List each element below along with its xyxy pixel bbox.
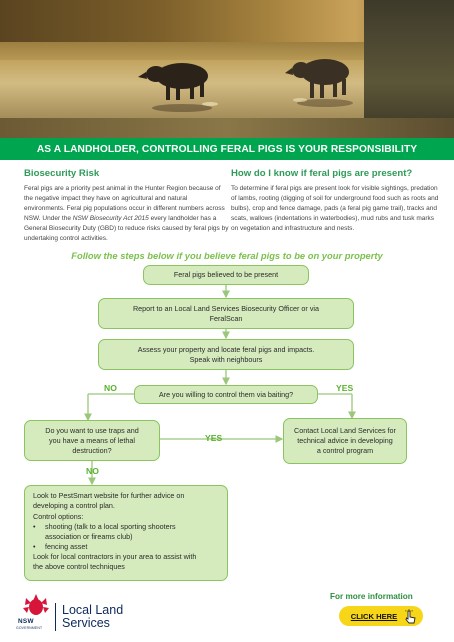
control-options-title: Control options: — [33, 512, 84, 521]
control-option-shooting-line1: shooting (talk to a local sporting shooters — [45, 522, 176, 531]
flow-question-traps — [24, 420, 160, 461]
biosecurity-text-1: Feral pigs are a priority pest animal in the Hunter Region because of the negative impact they have on agricultural and natural environments. Feral pig populations occur in different numbers across NSW. Under the — [24, 185, 225, 222]
biosecurity-act-name: NSW Biosecurity Act 2015 — [72, 215, 149, 222]
flow-step-report-line2: FeralScan — [209, 313, 243, 323]
bullet-icon: • — [33, 522, 36, 531]
hero-photo-feral-pigs — [0, 0, 454, 138]
responsibility-banner: AS A LANDHOLDER, CONTROLLING FERAL PIGS IS YOUR RESPONSIBILITY — [0, 138, 454, 160]
flow-step-assess-line2: Speak with neighbours — [189, 354, 263, 364]
biosecurity-text-2: every landholder has a General Biosecurity Duty (GBD) to reduce risks caused by feral pigs by undertaking control activities. — [24, 215, 229, 242]
brand-line1: Local Land — [62, 603, 124, 617]
flow-question-traps-line3: destruction? — [72, 445, 112, 455]
control-option-shooting — [33, 522, 196, 542]
baiting-no-label: NO — [104, 383, 117, 393]
flow-question-traps-line2: you have a means of lethal — [49, 435, 135, 445]
click-here-label: CLICK HERE — [350, 611, 398, 621]
control-option-fencing-text: fencing asset — [45, 542, 88, 551]
feral-pigs-illustration — [0, 0, 454, 138]
contractors-line2: the above control techniques — [33, 562, 125, 571]
flow-question-baiting-text: Are you willing to control them via baiting? — [158, 389, 294, 399]
biosecurity-section — [24, 168, 229, 244]
flow-question-traps-line1: Do you want to use traps and — [45, 425, 139, 435]
flow-step-pigs-present — [143, 265, 309, 285]
bullet-icon: • — [33, 542, 36, 551]
flow-step-contact-line3: a control program — [316, 446, 374, 455]
flow-step-assess-line1: Assess your property and locate feral pigs and impacts. — [137, 344, 315, 354]
flow-question-baiting — [134, 385, 318, 404]
traps-yes-label: YES — [205, 433, 223, 443]
flow-step-report — [98, 298, 354, 329]
biosecurity-text — [24, 184, 229, 244]
flow-step-pigs-present-text: Feral pigs believed to be present — [173, 270, 279, 279]
contractors-line1: Look for local contractors in your area to assist with — [33, 552, 197, 561]
baiting-yes-label: YES — [336, 383, 354, 393]
traps-no-label: NO — [86, 466, 99, 476]
nsw-government-text: GOVERNMENT — [16, 626, 43, 630]
presence-section — [231, 168, 443, 234]
flow-step-contact-lls — [283, 418, 407, 464]
flow-step-assess — [98, 339, 354, 370]
biosecurity-heading: Biosecurity Risk — [24, 168, 100, 179]
local-land-services-logo — [62, 604, 123, 630]
pestsmart-line2: developing a control plan. — [33, 501, 115, 510]
logo-divider — [55, 603, 56, 631]
presence-heading: How do I know if feral pigs are present? — [231, 168, 413, 179]
control-option-shooting-line2: association or fireams club) — [45, 532, 133, 541]
brand-line2: Services — [62, 616, 110, 630]
flow-step-contact-line2: technical advice in developing — [297, 436, 393, 445]
flow-step-report-line1: Report to an Local Land Services Biosecurity Officer or via — [132, 303, 320, 313]
follow-steps-heading: Follow the steps below if you believe feral pigs to be on your property — [71, 250, 383, 261]
flow-step-contact-line1: Contact Local Land Services for — [294, 426, 396, 435]
feral-pig-1 — [138, 63, 212, 112]
control-option-fencing — [33, 542, 196, 552]
more-information-text: For more information — [330, 592, 413, 601]
presence-text: To determine if feral pigs are present look for visible sightings, predation of lambs, rooting (digging of soil for underground food such as roots and bulbs), crop and fence damage, pads (a feral pig game trail), tracks and scats, wallows (indentations in waterbodies), mud rubs and tusk marks on vegetation and infrastructure and nests. — [231, 185, 439, 232]
pointer-hand-icon[interactable] — [403, 609, 419, 625]
pestsmart-line1: Look to PestSmart website for further advice on — [33, 491, 185, 500]
flow-step-pestsmart — [24, 485, 228, 581]
nsw-wordmark: NSW — [18, 618, 34, 625]
